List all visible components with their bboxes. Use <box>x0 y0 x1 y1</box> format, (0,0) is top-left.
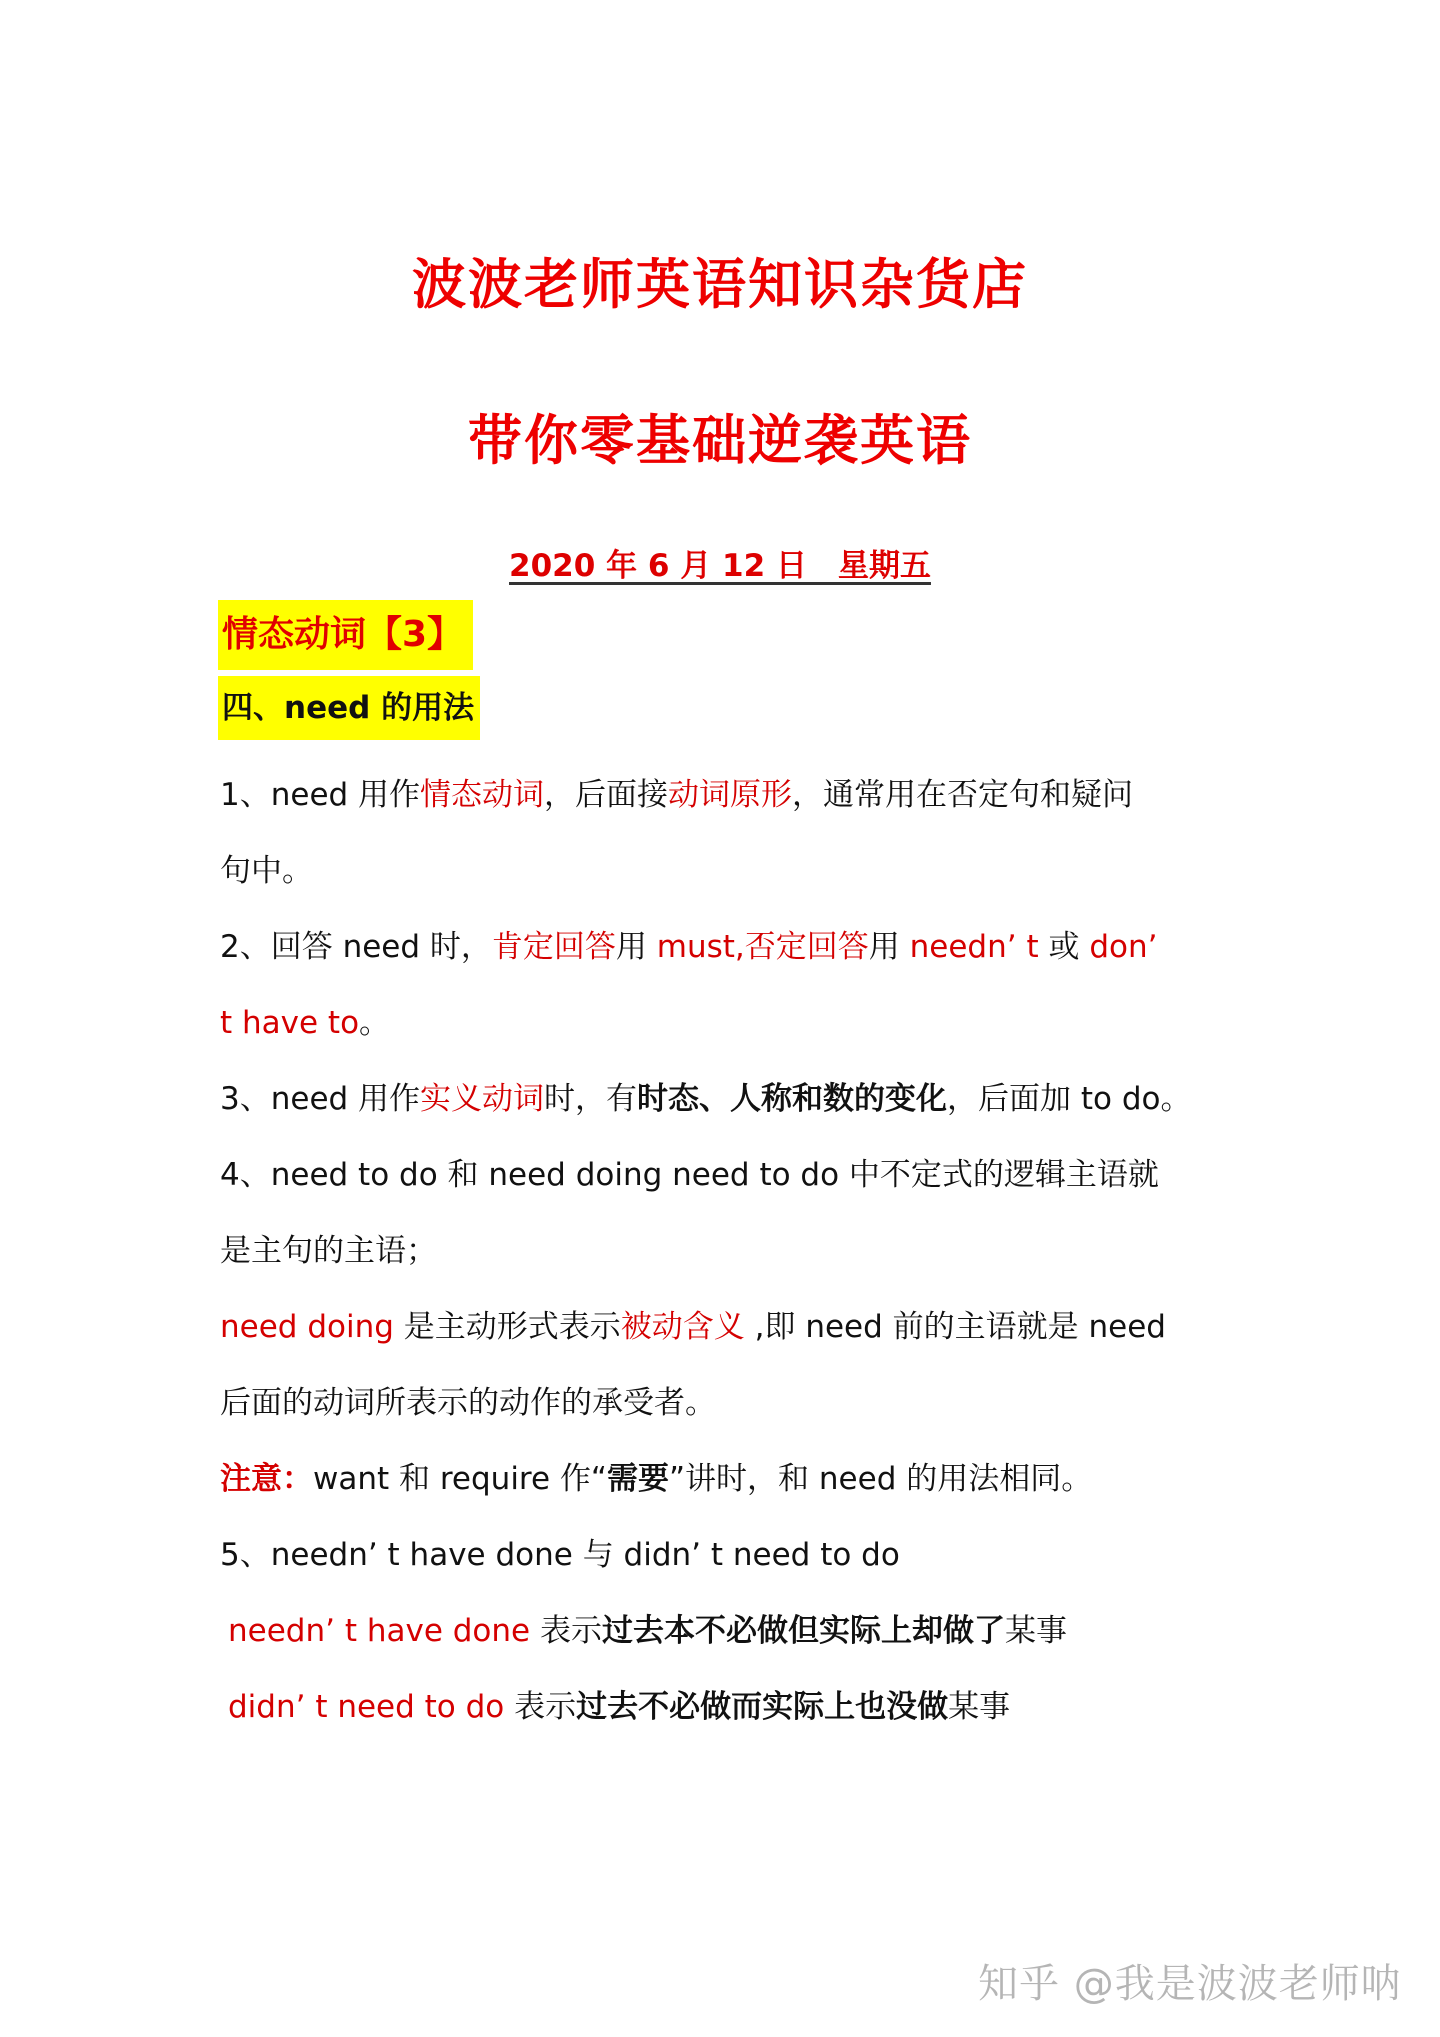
rule-4-detail <box>220 1307 1166 1347</box>
text: ，后面接 <box>544 777 669 813</box>
highlight-text: needn’ t <box>909 929 1039 965</box>
text: 表示 <box>504 1689 577 1725</box>
bold-text: 过去本不必做但实际上却做了 <box>601 1613 1005 1649</box>
note-label: 注意： <box>220 1461 313 1497</box>
highlight-text: t have to <box>220 1005 360 1041</box>
highlight-text: 情态动词 <box>420 777 545 813</box>
text: 用 <box>868 929 910 965</box>
text: 2、回答 need 时， <box>220 929 492 965</box>
highlight-text: needn’ t have done <box>228 1613 531 1649</box>
rule-5: 5、needn’ t have done 与 didn’ t need to do <box>220 1537 900 1573</box>
highlight-text: need doing <box>220 1309 394 1345</box>
highlight-text: 肯定回答 <box>491 929 616 965</box>
rule-1 <box>220 775 1133 815</box>
highlight-text: must, <box>656 929 745 965</box>
highlight-text: 否定回答 <box>744 929 869 965</box>
text: 3、need 用作 <box>220 1081 421 1117</box>
rule-3 <box>220 1079 1192 1119</box>
rule-5-didn't <box>228 1687 1010 1727</box>
text: ,即 need 前的主语就是 need <box>744 1309 1166 1345</box>
date-line <box>0 540 1440 585</box>
subtopic-heading: 四、need 的用法 <box>218 676 480 740</box>
rule-1-cont: 句中。 <box>220 853 313 889</box>
note <box>220 1459 1092 1499</box>
text: 或 <box>1038 929 1090 965</box>
bold-text: 过去不必做而实际上也没做 <box>576 1689 949 1725</box>
text: 1、need 用作 <box>220 777 421 813</box>
bold-text: 时态、人称和数的变化 <box>637 1081 948 1117</box>
highlight-text: 实义动词 <box>420 1081 545 1117</box>
rule-4-cont: 是主句的主语； <box>220 1233 437 1269</box>
highlight-text: 被动含义 <box>620 1309 745 1345</box>
rule-2-cont <box>220 1003 390 1043</box>
rule-4: 4、need to do 和 need doing need to do 中不定式的逻辑主语就 <box>220 1157 1159 1193</box>
text: ，通常用在否定句和疑问 <box>792 777 1134 813</box>
page-subtitle: 带你零基础逆袭英语 <box>468 409 972 472</box>
date-text: 2020 年 6 月 12 日 星期五 <box>509 548 931 584</box>
rule-2 <box>220 927 1158 967</box>
text: ，后面加 to do。 <box>947 1081 1192 1117</box>
highlight-text: 动词原形 <box>668 777 793 813</box>
bold-text: 需要 <box>607 1461 669 1497</box>
text: ”讲时，和 need 的用法相同。 <box>669 1461 1093 1497</box>
rule-5-needn't <box>228 1611 1067 1651</box>
text: 表示 <box>530 1613 602 1649</box>
topic-heading: 情态动词【3】 <box>218 600 473 670</box>
page-title: 波波老师英语知识杂货店 <box>412 253 1028 316</box>
text: 某事 <box>948 1689 1011 1725</box>
highlight-text: don’ <box>1089 929 1158 965</box>
text: want 和 require 作“ <box>313 1461 607 1497</box>
zhihu-watermark: 知乎 @我是波波老师呐 <box>978 1961 1402 2007</box>
text: 。 <box>359 1005 391 1041</box>
text: 时，有 <box>544 1081 638 1117</box>
highlight-text: didn’ t need to do <box>228 1689 505 1725</box>
text: 某事 <box>1004 1613 1067 1649</box>
text: 是主动形式表示 <box>393 1309 621 1345</box>
text: 用 <box>615 929 657 965</box>
rule-4-detail-cont: 后面的动词所表示的动作的承受者。 <box>220 1385 716 1421</box>
